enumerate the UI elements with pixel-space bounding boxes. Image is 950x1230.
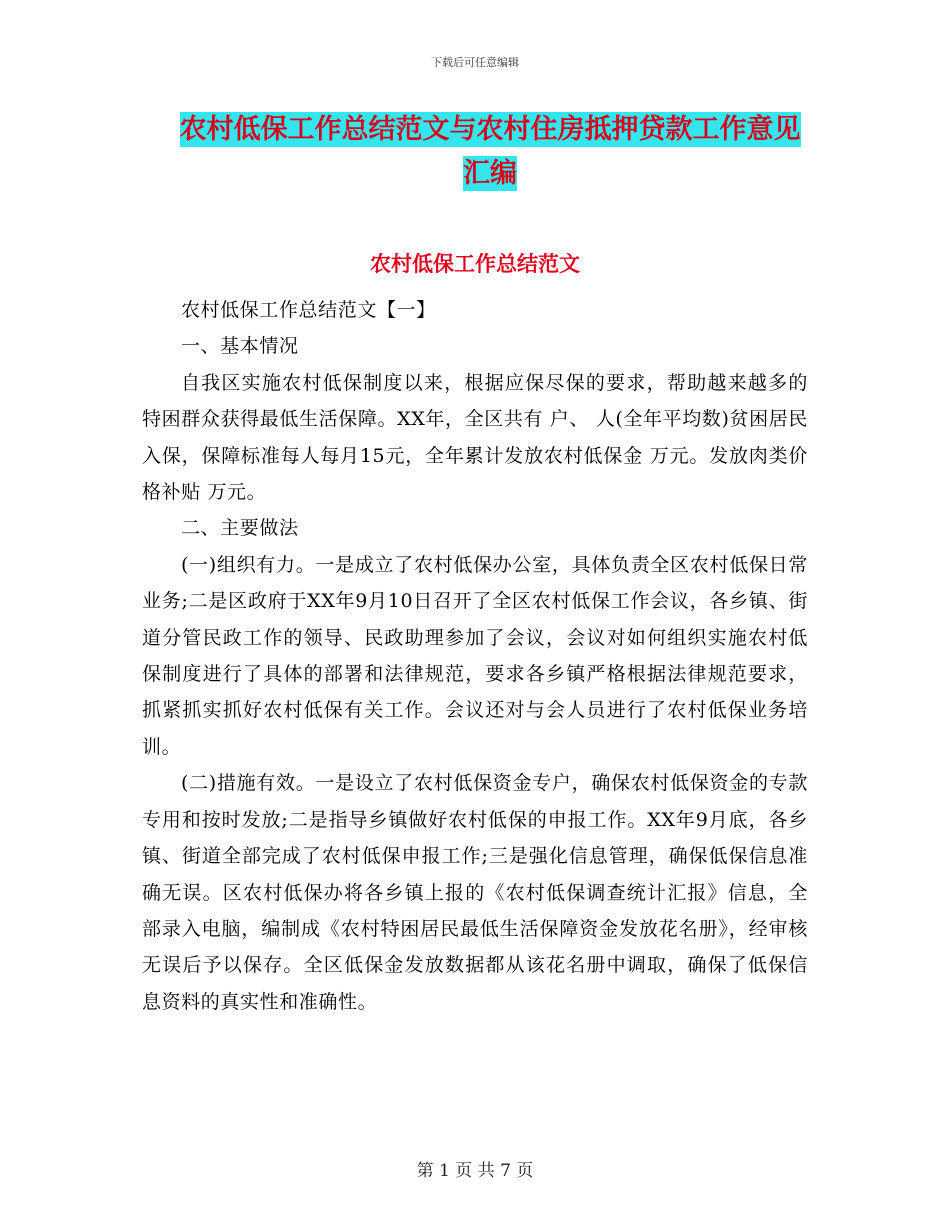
section-title: 农村低保工作总结范文 (370, 252, 580, 276)
paragraph-basic-situation-heading: 一、基本情况 (180, 335, 299, 358)
paragraph-basic-situation: 自我区实施农村低保制度以来，根据应保尽保的要求，帮助越来越多的特困群众获得最低生活保障。XX年，全区共有 户、 人(全年平均数)贫困居民入保，保障标准每人每月15元，全年累计发放农村低保金 万元。发放肉类价格补贴 万元。 (142, 371, 808, 504)
document-title (140, 108, 840, 196)
header-note: 下载后可任意编辑 (431, 56, 519, 69)
document-title-line-1: 农村低保工作总结范文与农村住房抵押贷款工作意见 (179, 114, 801, 145)
paragraph-main-practices-heading: 二、主要做法 (180, 517, 299, 540)
paragraph-measures: (二)措施有效。一是设立了农村低保资金专户，确保农村低保资金的专款专用和按时发放;二是指导乡镇做好农村低保的申报工作。XX年9月底，各乡镇、街道全部完成了农村低保申报工作;三是强化信息管理，确保低保信息准确无误。区农村低保办将各乡镇上报的《农村低保调查统计汇报》信息，全部录入电脑，编制成《农村特困居民最低生活保障资金发放花名册》，经审核无误后予以保存。全区低保金发放数据都从该花名册中调取，确保了低保信息资料的真实性和准确性。 (142, 772, 808, 1013)
paragraph-heading-one: 农村低保工作总结范文【一】 (180, 299, 436, 321)
document-title-line-2: 汇编 (463, 158, 517, 189)
page-number: 第 1 页 共 7 页 (416, 1161, 534, 1181)
document-body (142, 292, 808, 1020)
paragraph-organization: (一)组织有力。一是成立了农村低保办公室，具体负责全区农村低保日常业务;二是区政府于XX年9月10日召开了全区农村低保工作会议，各乡镇、街道分管民政工作的领导、民政助理参加了会议，会议对如何组织实施农村低保制度进行了具体的部署和法律规范，要求各乡镇严格根据法律规范要求，抓紧抓实抓好农村低保有关工作。会议还对与会人员进行了农村低保业务培训。 (142, 553, 808, 758)
